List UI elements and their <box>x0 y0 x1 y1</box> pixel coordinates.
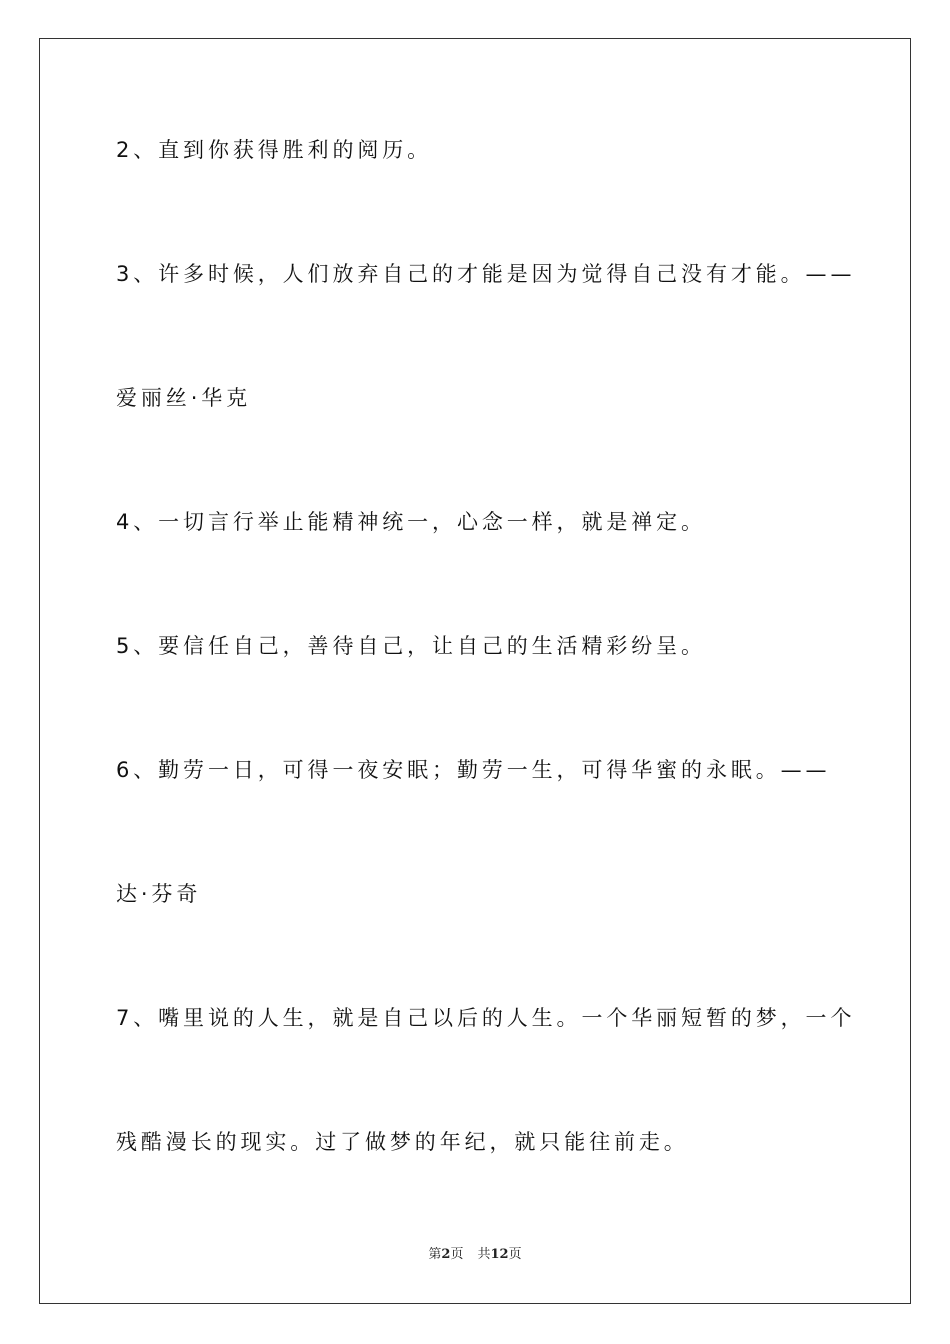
text-line-4: 4、一切言行举止能精神统一，心念一样，就是禅定。 <box>116 510 706 534</box>
page-border <box>39 38 911 1304</box>
footer-total-number: 12 <box>490 1247 509 1262</box>
text-line-1: 2、直到你获得胜利的阅历。 <box>116 138 433 162</box>
footer-total-prefix: 共 <box>477 1247 491 1262</box>
footer-page-suffix: 页 <box>450 1247 464 1262</box>
text-line-2: 3、许多时候，人们放弃自己的才能是因为觉得自己没有才能。—— <box>116 262 856 286</box>
footer-total-suffix: 页 <box>508 1247 522 1262</box>
text-line-5: 5、要信任自己，善待自己，让自己的生活精彩纷呈。 <box>116 634 706 658</box>
footer-page-prefix: 第 <box>428 1247 442 1262</box>
footer-page-number: 2 <box>441 1247 451 1262</box>
text-line-7: 达·芬奇 <box>116 882 202 906</box>
text-line-9: 残酷漫长的现实。过了做梦的年纪，就只能往前走。 <box>116 1130 689 1154</box>
page-footer <box>0 1246 950 1264</box>
text-line-3: 爱丽丝·华克 <box>116 386 252 410</box>
text-line-6: 6、勤劳一日，可得一夜安眠；勤劳一生，可得华蜜的永眠。—— <box>116 758 831 782</box>
text-line-8: 7、嘴里说的人生，就是自己以后的人生。一个华丽短暂的梦，一个 <box>116 1006 856 1030</box>
